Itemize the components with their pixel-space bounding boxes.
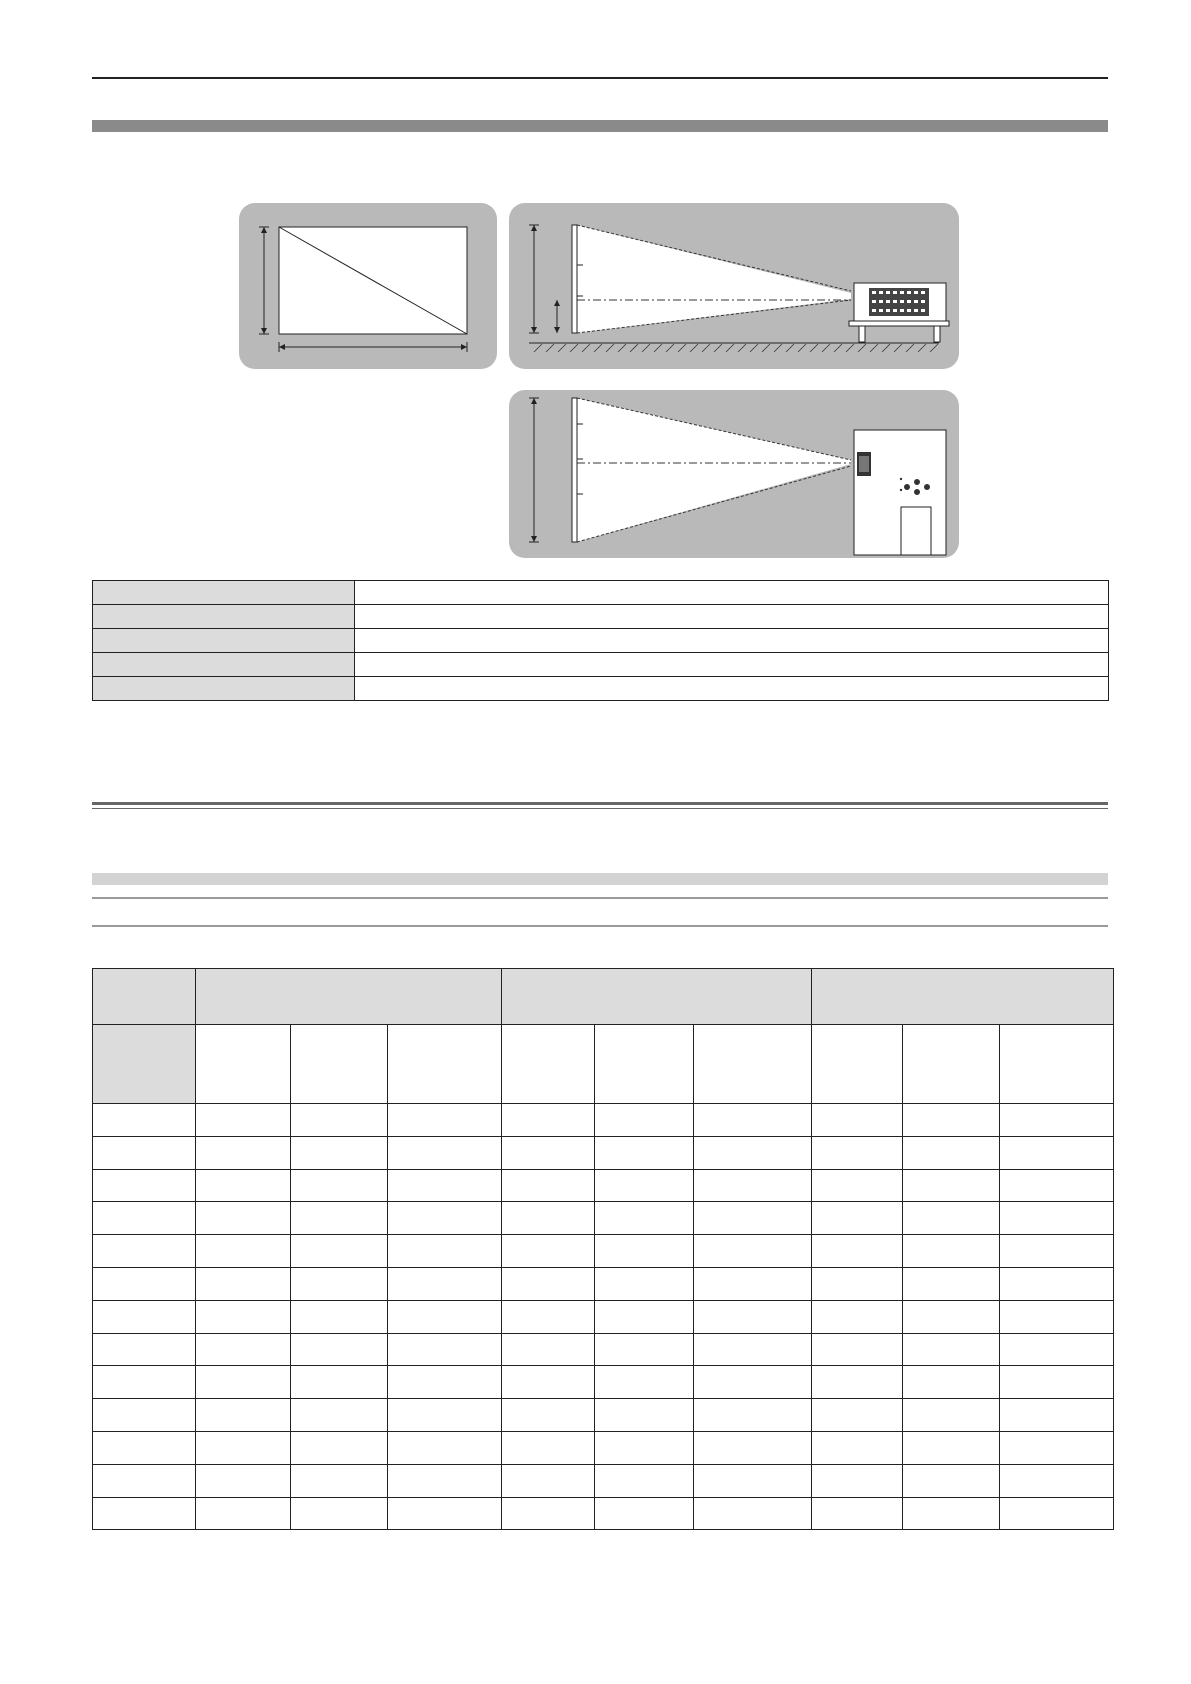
- spec-value: [355, 653, 1109, 677]
- table-cell: [595, 1333, 694, 1366]
- table-row: [93, 1399, 1114, 1432]
- table-cell: [196, 1235, 291, 1268]
- table-cell: [1000, 1169, 1114, 1202]
- table-cell: [694, 1399, 812, 1432]
- group-header: [812, 969, 1114, 1025]
- table-cell: [694, 1497, 812, 1530]
- sub-header: [388, 1025, 502, 1104]
- table-cell: [694, 1136, 812, 1169]
- table-cell: [812, 1202, 903, 1235]
- table-cell: [502, 1366, 595, 1399]
- spec-label: [93, 605, 355, 629]
- table-cell: [196, 1399, 291, 1432]
- sub-header: [196, 1025, 291, 1104]
- table-cell: [502, 1300, 595, 1333]
- table-row: [93, 629, 1109, 653]
- group-header: [502, 969, 812, 1025]
- table-cell: [1000, 1104, 1114, 1137]
- table-cell: [502, 1267, 595, 1300]
- table-cell: [595, 1267, 694, 1300]
- section-rule: [92, 802, 1108, 805]
- spec-table: [92, 580, 1109, 701]
- table-cell: [1000, 1235, 1114, 1268]
- table-cell: [93, 1235, 196, 1268]
- table-cell: [1000, 1497, 1114, 1530]
- table-cell: [595, 1366, 694, 1399]
- table-cell: [388, 1300, 502, 1333]
- table-cell: [502, 1431, 595, 1464]
- table-row: [93, 1104, 1114, 1137]
- table-cell: [903, 1202, 1000, 1235]
- table-cell: [694, 1235, 812, 1268]
- table-cell: [93, 1104, 196, 1137]
- section-band-dark: [92, 120, 1108, 132]
- table-cell: [812, 1497, 903, 1530]
- table-row: [93, 653, 1109, 677]
- table-cell: [595, 1104, 694, 1137]
- table-row: [93, 1235, 1114, 1268]
- table-cell: [388, 1267, 502, 1300]
- table-cell: [903, 1464, 1000, 1497]
- table-row: [93, 677, 1109, 701]
- table-cell: [903, 1366, 1000, 1399]
- table-cell: [812, 1300, 903, 1333]
- table-cell: [291, 1202, 388, 1235]
- section-band-light: [92, 873, 1108, 885]
- table-cell: [1000, 1464, 1114, 1497]
- table-cell: [196, 1333, 291, 1366]
- table-cell: [595, 1136, 694, 1169]
- sub-header: [291, 1025, 388, 1104]
- sub-header: [903, 1025, 1000, 1104]
- table-cell: [291, 1431, 388, 1464]
- table-cell: [903, 1497, 1000, 1530]
- table-cell: [196, 1497, 291, 1530]
- table-cell: [291, 1366, 388, 1399]
- table-cell: [291, 1399, 388, 1432]
- section-rule-thin: [92, 808, 1108, 809]
- table-cell: [93, 1399, 196, 1432]
- table-cell: [291, 1104, 388, 1137]
- table-cell: [502, 1497, 595, 1530]
- table-cell: [388, 1399, 502, 1432]
- table-cell: [291, 1464, 388, 1497]
- table-cell: [93, 1366, 196, 1399]
- table-cell: [595, 1464, 694, 1497]
- spec-label: [93, 653, 355, 677]
- table-cell: [812, 1464, 903, 1497]
- table-cell: [903, 1300, 1000, 1333]
- table-cell: [93, 1169, 196, 1202]
- sub-header: [812, 1025, 903, 1104]
- table-cell: [196, 1300, 291, 1333]
- table-cell: [93, 1431, 196, 1464]
- table-cell: [595, 1169, 694, 1202]
- table-cell: [595, 1300, 694, 1333]
- projection-top-view: [509, 390, 959, 558]
- table-cell: [502, 1104, 595, 1137]
- table-cell: [291, 1169, 388, 1202]
- table-cell: [196, 1104, 291, 1137]
- table-cell: [93, 1202, 196, 1235]
- table-cell: [93, 1464, 196, 1497]
- table-cell: [903, 1169, 1000, 1202]
- table-cell: [502, 1202, 595, 1235]
- group-header: [196, 969, 502, 1025]
- table-cell: [388, 1497, 502, 1530]
- table-cell: [812, 1169, 903, 1202]
- table-row: [93, 1300, 1114, 1333]
- sub-header: [93, 1025, 196, 1104]
- table-cell: [694, 1333, 812, 1366]
- spec-value: [355, 677, 1109, 701]
- table-row: [93, 605, 1109, 629]
- table-cell: [291, 1300, 388, 1333]
- table-row: [93, 1333, 1114, 1366]
- table-cell: [694, 1267, 812, 1300]
- table-cell: [903, 1267, 1000, 1300]
- table-row: [93, 1136, 1114, 1169]
- table-cell: [196, 1366, 291, 1399]
- table-cell: [93, 1267, 196, 1300]
- table-cell: [291, 1235, 388, 1268]
- table-cell: [812, 1431, 903, 1464]
- table-cell: [903, 1104, 1000, 1137]
- table-cell: [812, 1399, 903, 1432]
- table-cell: [93, 1333, 196, 1366]
- table-cell: [1000, 1366, 1114, 1399]
- header-rule: [92, 77, 1108, 79]
- table-cell: [291, 1333, 388, 1366]
- table-cell: [1000, 1202, 1114, 1235]
- table-row: [93, 1431, 1114, 1464]
- table-cell: [694, 1366, 812, 1399]
- group-header: [93, 969, 196, 1025]
- table-cell: [291, 1267, 388, 1300]
- table-cell: [1000, 1333, 1114, 1366]
- table-cell: [388, 1464, 502, 1497]
- table-cell: [812, 1267, 903, 1300]
- table-cell: [388, 1431, 502, 1464]
- table-cell: [694, 1300, 812, 1333]
- table-cell: [388, 1366, 502, 1399]
- table-cell: [502, 1399, 595, 1432]
- table-cell: [502, 1169, 595, 1202]
- spec-value: [355, 629, 1109, 653]
- table-cell: [196, 1202, 291, 1235]
- table-cell: [694, 1104, 812, 1137]
- table-subheader-row: [93, 1025, 1114, 1104]
- table-row: [93, 1202, 1114, 1235]
- spec-value: [355, 605, 1109, 629]
- table-header-row: [93, 969, 1114, 1025]
- table-cell: [812, 1136, 903, 1169]
- table-cell: [388, 1333, 502, 1366]
- table-cell: [93, 1136, 196, 1169]
- sub-header: [502, 1025, 595, 1104]
- sub-header: [694, 1025, 812, 1104]
- spec-label: [93, 677, 355, 701]
- table-cell: [1000, 1267, 1114, 1300]
- table-row: [93, 1267, 1114, 1300]
- table-cell: [291, 1497, 388, 1530]
- table-cell: [388, 1202, 502, 1235]
- table-cell: [595, 1202, 694, 1235]
- spec-label: [93, 629, 355, 653]
- sub-header: [1000, 1025, 1114, 1104]
- subsection-rule-top: [92, 897, 1108, 899]
- table-cell: [196, 1136, 291, 1169]
- table-cell: [93, 1300, 196, 1333]
- table-cell: [93, 1497, 196, 1530]
- table-cell: [694, 1202, 812, 1235]
- table-cell: [502, 1235, 595, 1268]
- table-cell: [903, 1399, 1000, 1432]
- spec-value: [355, 581, 1109, 605]
- table-cell: [812, 1366, 903, 1399]
- table-cell: [595, 1235, 694, 1268]
- table-cell: [388, 1169, 502, 1202]
- table-cell: [502, 1136, 595, 1169]
- table-cell: [1000, 1431, 1114, 1464]
- sub-header: [595, 1025, 694, 1104]
- table-cell: [812, 1104, 903, 1137]
- table-cell: [291, 1136, 388, 1169]
- table-cell: [196, 1464, 291, 1497]
- table-cell: [812, 1333, 903, 1366]
- table-row: [93, 1497, 1114, 1530]
- table-row: [93, 1169, 1114, 1202]
- table-cell: [1000, 1300, 1114, 1333]
- spec-label: [93, 581, 355, 605]
- table-cell: [196, 1431, 291, 1464]
- table-cell: [903, 1431, 1000, 1464]
- table-cell: [903, 1333, 1000, 1366]
- table-cell: [595, 1497, 694, 1530]
- table-cell: [196, 1169, 291, 1202]
- table-cell: [502, 1464, 595, 1497]
- table-cell: [595, 1399, 694, 1432]
- projection-distance-table: [92, 968, 1114, 1530]
- table-row: [93, 581, 1109, 605]
- table-cell: [694, 1169, 812, 1202]
- projection-side-view: [509, 203, 959, 369]
- subsection-rule-bottom: [92, 925, 1108, 927]
- table-cell: [196, 1267, 291, 1300]
- table-cell: [502, 1333, 595, 1366]
- screen-diagram: [239, 203, 497, 369]
- table-row: [93, 1366, 1114, 1399]
- table-cell: [388, 1136, 502, 1169]
- table-row: [93, 1464, 1114, 1497]
- table-cell: [388, 1235, 502, 1268]
- table-cell: [812, 1235, 903, 1268]
- table-cell: [388, 1104, 502, 1137]
- table-cell: [1000, 1136, 1114, 1169]
- table-cell: [694, 1431, 812, 1464]
- table-cell: [903, 1235, 1000, 1268]
- table-cell: [1000, 1399, 1114, 1432]
- table-cell: [694, 1464, 812, 1497]
- table-cell: [595, 1431, 694, 1464]
- table-cell: [903, 1136, 1000, 1169]
